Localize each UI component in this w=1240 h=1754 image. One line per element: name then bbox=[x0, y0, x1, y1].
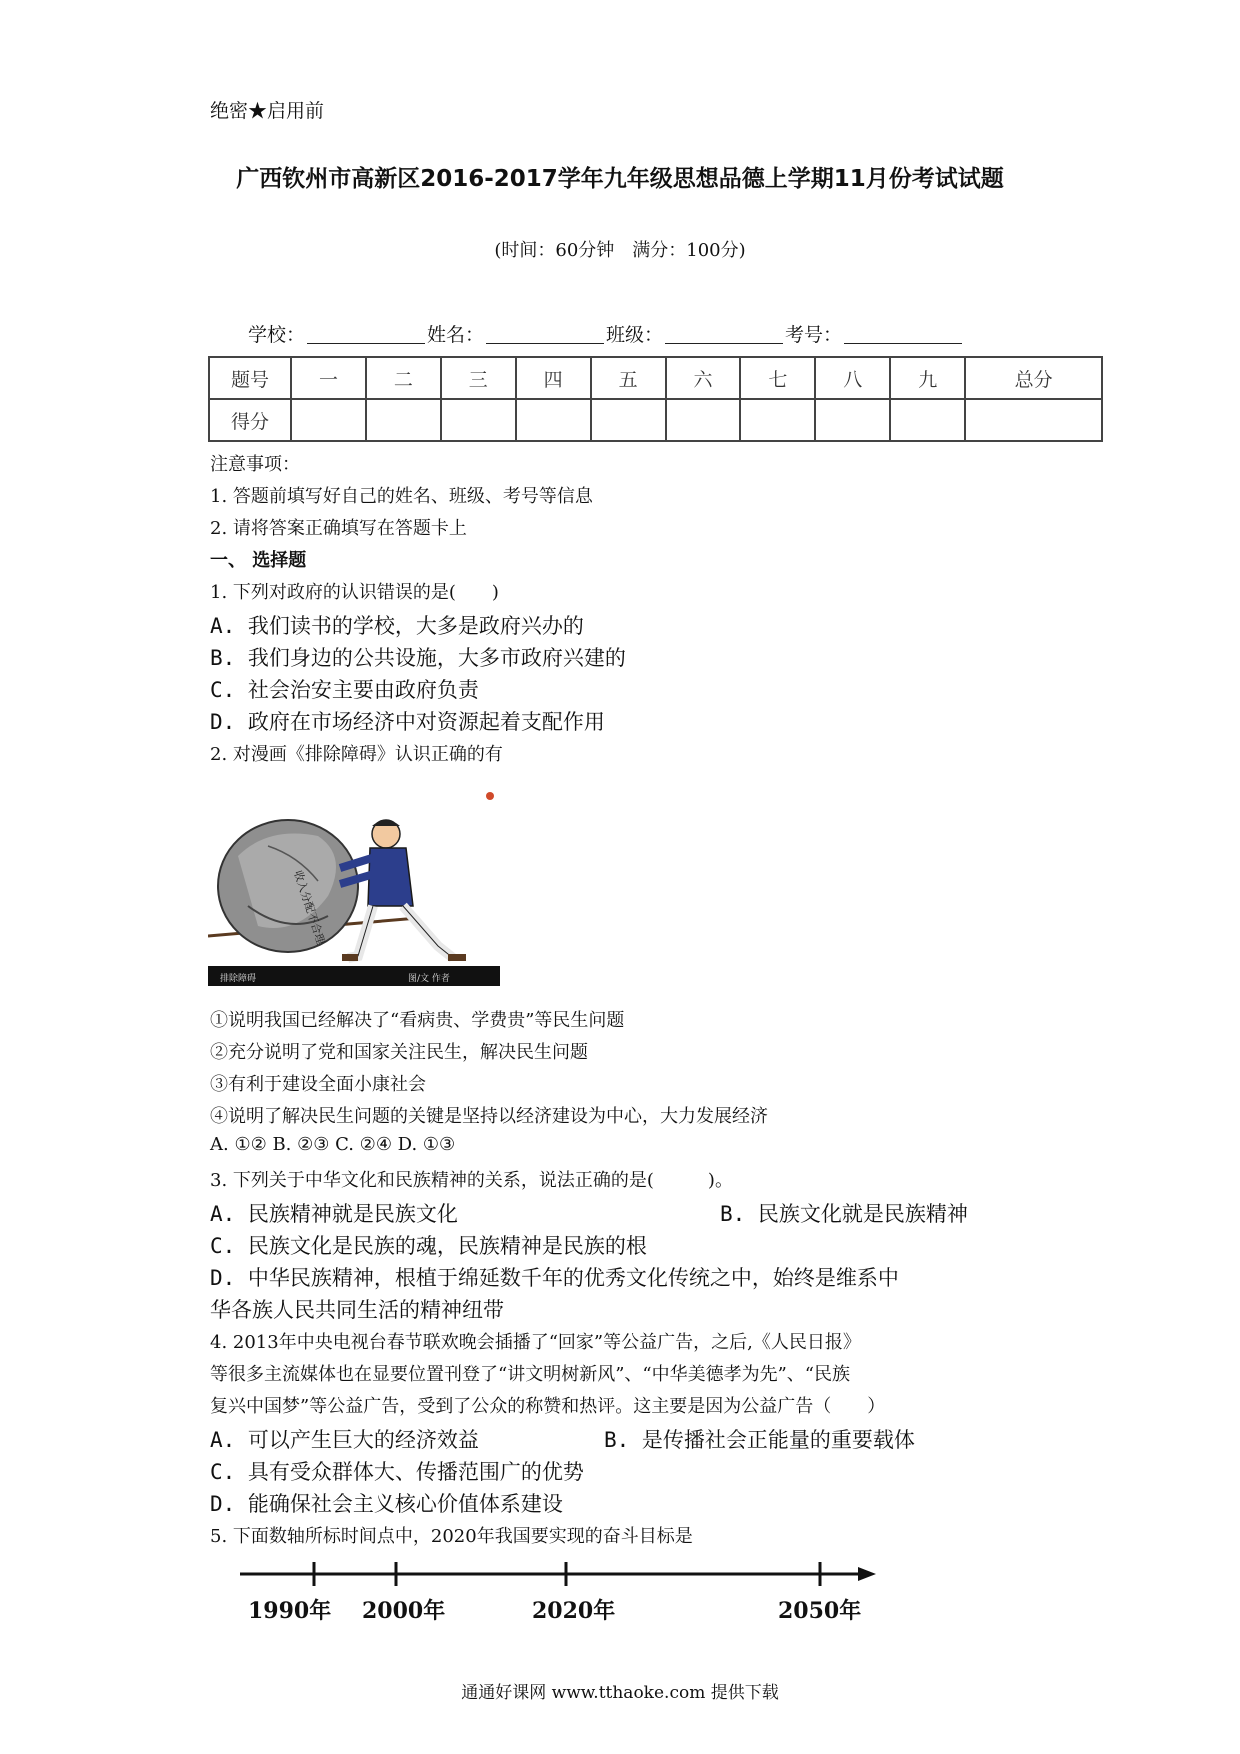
timeline-label: 2020年 bbox=[532, 1598, 616, 1624]
score-cell[interactable] bbox=[516, 399, 591, 441]
table-cell: 一 bbox=[291, 357, 366, 399]
comic-caption-right: 图/文 作者 bbox=[408, 974, 450, 984]
name-label: 姓名： bbox=[427, 324, 485, 346]
q1-option-a: A. 我们读书的学校，大多是政府兴办的 bbox=[210, 614, 584, 638]
exam-no-blank[interactable] bbox=[844, 325, 962, 344]
q3-option-d-line1: D. 中华民族精神，根植于绵延数千年的优秀文化传统之中，始终是维系中 bbox=[210, 1266, 899, 1290]
score-table bbox=[208, 356, 1103, 442]
table-cell: 六 bbox=[666, 357, 741, 399]
note-item: 2. 请将答案正确填写在答题卡上 bbox=[210, 518, 467, 539]
q3-option-d-line2: 华各族人民共同生活的精神纽带 bbox=[210, 1298, 504, 1322]
comic-image bbox=[208, 786, 500, 986]
score-cell[interactable] bbox=[965, 399, 1102, 441]
page-footer: 通通好课网 www.tthaoke.com 提供下载 bbox=[461, 1683, 779, 1703]
q2-options: A. ①② B. ②③ C. ②④ D. ①③ bbox=[210, 1134, 456, 1155]
table-cell: 三 bbox=[441, 357, 516, 399]
table-cell: 八 bbox=[815, 357, 890, 399]
q2-statement-2: ②充分说明了党和国家关注民生，解决民生问题 bbox=[210, 1042, 588, 1063]
class-label: 班级： bbox=[606, 324, 664, 346]
q3-option-a: A. 民族精神就是民族文化 bbox=[210, 1202, 458, 1226]
score-cell[interactable] bbox=[815, 399, 890, 441]
comic-rock-label: 收入分配不合理 bbox=[291, 868, 328, 947]
q2-statement-3: ③有利于建设全面小康社会 bbox=[210, 1074, 426, 1095]
note-item: 1. 答题前填写好自己的姓名、班级、考号等信息 bbox=[210, 486, 593, 507]
student-info-fields bbox=[248, 320, 964, 347]
q4-stem-line3: 复兴中国梦”等公益广告，受到了公众的称赞和热评。这主要是因为公益广告（ ） bbox=[210, 1396, 886, 1417]
score-cell[interactable] bbox=[890, 399, 965, 441]
score-cell[interactable] bbox=[666, 399, 741, 441]
name-blank[interactable] bbox=[486, 325, 604, 344]
timeline-figure bbox=[240, 1560, 890, 1640]
q1-option-d: D. 政府在市场经济中对资源起着支配作用 bbox=[210, 710, 605, 734]
q4-stem-line1: 4. 2013年中央电视台春节联欢晚会插播了“回家”等公益广告，之后,《人民日报》 bbox=[210, 1332, 861, 1353]
q4-stem-line2: 等很多主流媒体也在显要位置刊登了“讲文明树新风”、“中华美德孝为先”、“民族 bbox=[210, 1364, 851, 1385]
score-cell[interactable] bbox=[740, 399, 815, 441]
school-label: 学校： bbox=[248, 324, 306, 346]
table-cell: 七 bbox=[740, 357, 815, 399]
time-info: (时间：60分钟 满分：100分) bbox=[494, 240, 746, 261]
q1-stem: 1. 下列对政府的认识错误的是( ) bbox=[210, 582, 499, 603]
class-blank[interactable] bbox=[665, 325, 783, 344]
section-title: 一、 选择题 bbox=[210, 550, 307, 571]
q5-stem: 5. 下面数轴所标时间点中，2020年我国要实现的奋斗目标是 bbox=[210, 1526, 693, 1547]
table-cell: 得分 bbox=[209, 399, 291, 441]
q2-stem: 2. 对漫画《排除障碍》认识正确的有 bbox=[210, 744, 503, 765]
notes-heading: 注意事项： bbox=[210, 454, 300, 475]
table-cell: 总分 bbox=[965, 357, 1102, 399]
q4-option-c: C. 具有受众群体大、传播范围广的优势 bbox=[210, 1460, 584, 1484]
table-cell: 二 bbox=[366, 357, 441, 399]
timeline-svg bbox=[240, 1560, 890, 1640]
score-cell[interactable] bbox=[366, 399, 441, 441]
timeline-label: 1990年 bbox=[248, 1598, 332, 1624]
q3-stem: 3. 下列关于中华文化和民族精神的关系，说法正确的是( )。 bbox=[210, 1170, 733, 1191]
score-table-header-row bbox=[209, 357, 1102, 399]
timeline-label: 2050年 bbox=[778, 1598, 862, 1624]
table-cell: 五 bbox=[591, 357, 666, 399]
timeline-label: 2000年 bbox=[362, 1598, 446, 1624]
q4-option-d: D. 能确保社会主义核心价值体系建设 bbox=[210, 1492, 563, 1516]
score-cell[interactable] bbox=[291, 399, 366, 441]
q2-statement-1: ①说明我国已经解决了“看病贵、学费贵”等民生问题 bbox=[210, 1010, 625, 1031]
q4-option-a: A. 可以产生巨大的经济效益 bbox=[210, 1428, 479, 1452]
q4-option-b: B. 是传播社会正能量的重要载体 bbox=[604, 1428, 915, 1452]
comic-caption-left: 排除障碍 bbox=[220, 974, 257, 984]
school-blank[interactable] bbox=[307, 325, 425, 344]
table-cell: 题号 bbox=[209, 357, 291, 399]
secret-label: 绝密★启用前 bbox=[210, 100, 325, 122]
q3-option-b: B. 民族文化就是民族精神 bbox=[720, 1202, 968, 1226]
timeline-arrow bbox=[858, 1567, 876, 1581]
score-table-score-row bbox=[209, 399, 1102, 441]
score-cell[interactable] bbox=[441, 399, 516, 441]
exam-title: 广西钦州市高新区2016-2017学年九年级思想品德上学期11月份考试试题 bbox=[236, 166, 1004, 192]
comic-illustration bbox=[208, 786, 500, 986]
q1-option-b: B. 我们身边的公共设施，大多市政府兴建的 bbox=[210, 646, 626, 670]
q2-statement-4: ④说明了解决民生问题的关键是坚持以经济建设为中心，大力发展经济 bbox=[210, 1106, 768, 1127]
q1-option-c: C. 社会治安主要由政府负责 bbox=[210, 678, 479, 702]
table-cell: 四 bbox=[516, 357, 591, 399]
exam-no-label: 考号： bbox=[785, 324, 843, 346]
q3-option-c: C. 民族文化是民族的魂，民族精神是民族的根 bbox=[210, 1234, 647, 1258]
table-cell: 九 bbox=[890, 357, 965, 399]
score-cell[interactable] bbox=[591, 399, 666, 441]
